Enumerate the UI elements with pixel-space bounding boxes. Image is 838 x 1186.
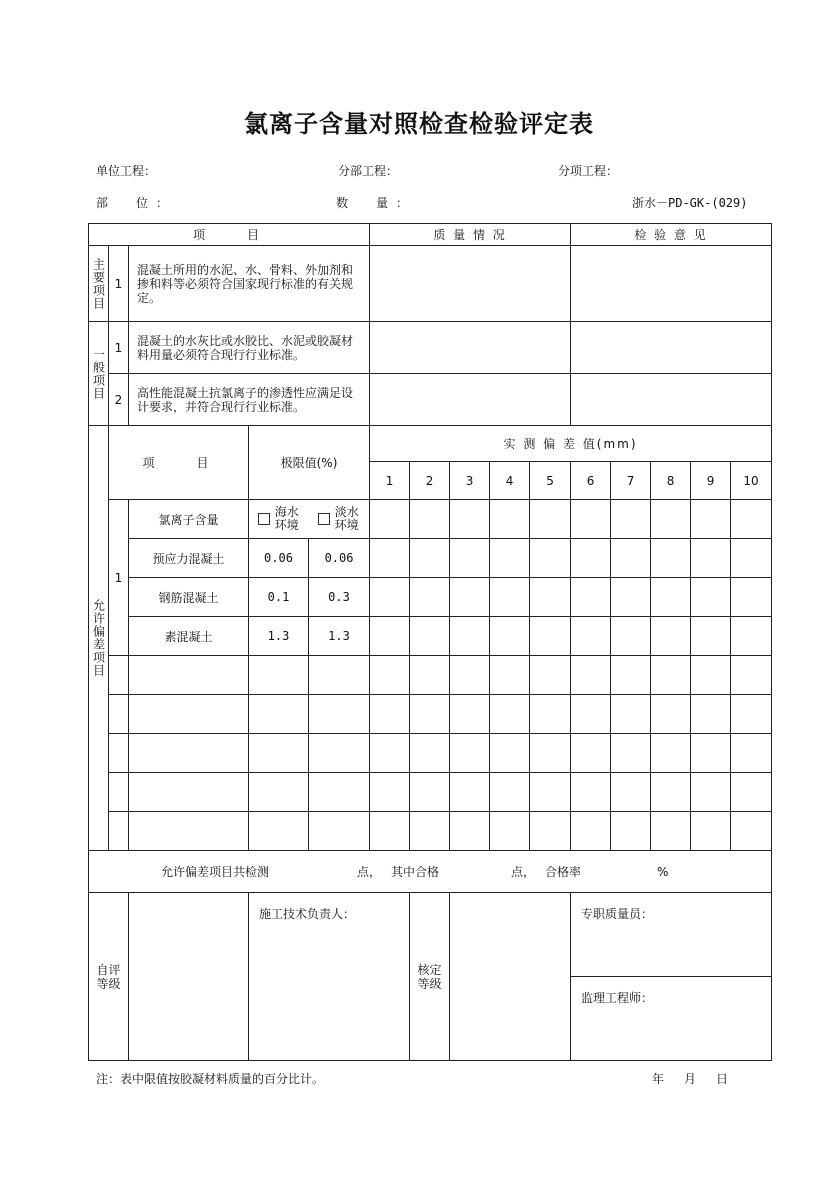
measure-cell[interactable] <box>530 695 571 734</box>
general-item-no: 2 <box>109 374 129 426</box>
general-item-requirement: 混凝土的水灰比或水胶比、水泥或胶凝材料用量必须符合现行行业标准。 <box>129 322 370 374</box>
measure-cell[interactable] <box>651 812 691 851</box>
blank-cell[interactable] <box>309 773 370 812</box>
measure-cell[interactable] <box>731 695 772 734</box>
footnote: 注：表中限值按胶凝材料质量的百分比计。 <box>96 1072 325 1086</box>
quality-column-header: 质 量 情 况 <box>370 224 571 246</box>
measure-cell[interactable] <box>410 734 450 773</box>
measure-cell[interactable] <box>691 812 731 851</box>
general-item-opinion-cell[interactable] <box>571 374 772 426</box>
fresh-limit-value: 1.3 <box>309 617 370 656</box>
measure-cell[interactable] <box>571 734 611 773</box>
measure-no: 3 <box>450 462 490 500</box>
measure-no: 2 <box>410 462 450 500</box>
main-items-label: 主要项目 <box>89 246 109 322</box>
limit-value-header: 极限值(%) <box>249 426 370 500</box>
check-grade-label: 核定等级 <box>410 893 450 1061</box>
measure-cell[interactable] <box>450 500 490 539</box>
measure-cell[interactable] <box>490 500 530 539</box>
blank-row <box>89 734 772 773</box>
measure-cell[interactable] <box>571 578 611 617</box>
measure-cell[interactable] <box>450 578 490 617</box>
measure-cell[interactable] <box>651 656 691 695</box>
measure-cell[interactable] <box>731 500 772 539</box>
opinion-column-header: 检 验 意 见 <box>571 224 772 246</box>
fresh-limit-value: 0.3 <box>309 578 370 617</box>
measure-cell[interactable] <box>611 500 651 539</box>
general-item-opinion-cell[interactable] <box>571 322 772 374</box>
concrete-type: 预应力混凝土 <box>129 539 249 578</box>
measure-cell[interactable] <box>530 617 571 656</box>
blank-cell[interactable] <box>129 734 249 773</box>
concrete-type: 钢筋混凝土 <box>129 578 249 617</box>
blank-cell[interactable] <box>249 695 309 734</box>
measure-cell[interactable] <box>450 773 490 812</box>
measure-cell[interactable] <box>410 500 450 539</box>
blank-cell[interactable] <box>309 812 370 851</box>
measure-cell[interactable] <box>691 773 731 812</box>
measure-cell[interactable] <box>530 773 571 812</box>
measure-cell[interactable] <box>691 539 731 578</box>
blank-cell[interactable] <box>109 656 129 695</box>
measure-cell[interactable] <box>731 578 772 617</box>
blank-cell[interactable] <box>129 656 249 695</box>
summary-pass-label: 其中合格 <box>391 865 440 879</box>
measure-cell[interactable] <box>571 500 611 539</box>
measure-cell[interactable] <box>450 812 490 851</box>
measure-cell[interactable] <box>611 695 651 734</box>
measure-cell[interactable] <box>691 617 731 656</box>
measure-cell[interactable] <box>651 500 691 539</box>
blank-cell[interactable] <box>309 656 370 695</box>
measure-cell[interactable] <box>410 695 450 734</box>
main-item-quality-cell[interactable] <box>370 246 571 322</box>
measure-cell[interactable] <box>490 773 530 812</box>
check-grade-value[interactable] <box>450 893 571 1061</box>
self-grade-label: 自评等级 <box>89 893 129 1061</box>
summary-rate-label: 合格率 <box>545 865 582 879</box>
blank-cell[interactable] <box>309 734 370 773</box>
measure-cell[interactable] <box>691 734 731 773</box>
fresh-env-label: 淡水环境 <box>334 505 359 532</box>
measure-no: 4 <box>490 462 530 500</box>
blank-cell[interactable] <box>309 695 370 734</box>
date-label: 年 月 日 <box>652 1072 733 1086</box>
measure-cell[interactable] <box>530 656 571 695</box>
measure-cell[interactable] <box>731 734 772 773</box>
blank-row <box>89 695 772 734</box>
measure-cell[interactable] <box>490 539 530 578</box>
sea-env-option[interactable] <box>249 500 309 539</box>
measure-cell[interactable] <box>370 617 410 656</box>
measure-cell[interactable] <box>450 617 490 656</box>
measure-cell[interactable] <box>571 617 611 656</box>
measure-cell[interactable] <box>370 656 410 695</box>
sea-limit-value: 1.3 <box>249 617 309 656</box>
self-grade-value[interactable] <box>129 893 249 1061</box>
measure-cell[interactable] <box>731 539 772 578</box>
blank-cell[interactable] <box>249 734 309 773</box>
measure-cell[interactable] <box>370 695 410 734</box>
tolerance-summary <box>89 851 772 893</box>
measure-cell[interactable] <box>490 578 530 617</box>
blank-cell[interactable] <box>249 773 309 812</box>
sea-env-checkbox[interactable] <box>258 513 270 525</box>
tolerance-item-header: 项 目 <box>109 426 249 500</box>
measure-cell[interactable] <box>410 812 450 851</box>
measure-cell[interactable] <box>410 656 450 695</box>
fresh-env-option[interactable] <box>309 500 370 539</box>
blank-cell[interactable] <box>109 695 129 734</box>
evaluation-form-table <box>88 223 772 1061</box>
measure-cell[interactable] <box>450 695 490 734</box>
measure-cell[interactable] <box>651 695 691 734</box>
measure-cell[interactable] <box>450 734 490 773</box>
measure-cell[interactable] <box>490 656 530 695</box>
general-item-requirement: 高性能混凝土抗氯离子的渗透性应满足设计要求，并符合现行行业标准。 <box>129 374 370 426</box>
position-label: 部 位： <box>96 196 177 210</box>
tolerance-row-no: 1 <box>109 500 129 656</box>
item-project-label: 分项工程： <box>558 164 619 178</box>
measure-cell[interactable] <box>731 617 772 656</box>
blank-cell[interactable] <box>109 734 129 773</box>
general-item-quality-cell[interactable] <box>370 322 571 374</box>
measure-cell[interactable] <box>410 578 450 617</box>
measure-cell[interactable] <box>651 773 691 812</box>
measure-cell[interactable] <box>731 773 772 812</box>
measure-cell[interactable] <box>450 539 490 578</box>
main-item-no: 1 <box>109 246 129 322</box>
blank-cell[interactable] <box>129 812 249 851</box>
measure-cell[interactable] <box>691 500 731 539</box>
measure-cell[interactable] <box>530 500 571 539</box>
measure-cell[interactable] <box>611 734 651 773</box>
measure-cell[interactable] <box>490 617 530 656</box>
blank-cell[interactable] <box>109 773 129 812</box>
measure-no: 8 <box>651 462 691 500</box>
summary-points-1: 点， <box>357 865 382 879</box>
measure-cell[interactable] <box>490 812 530 851</box>
measure-cell[interactable] <box>530 539 571 578</box>
general-item-quality-cell[interactable] <box>370 374 571 426</box>
chloride-content-label: 氯离子含量 <box>129 500 249 539</box>
summary-points-2: 点， <box>511 865 536 879</box>
measure-cell[interactable] <box>370 500 410 539</box>
page-title: 氯离子含量对照检查检验评定表 <box>244 110 594 138</box>
measure-cell[interactable] <box>410 617 450 656</box>
sub-project-label: 分部工程： <box>338 164 399 178</box>
measure-cell[interactable] <box>691 578 731 617</box>
measure-no: 10 <box>731 462 772 500</box>
blank-cell[interactable] <box>109 812 129 851</box>
blank-cell[interactable] <box>129 773 249 812</box>
measure-no: 7 <box>611 462 651 500</box>
quantity-label: 数 量： <box>336 196 417 210</box>
measure-no: 1 <box>370 462 410 500</box>
quality-officer-label: 专职质量员： <box>571 893 772 977</box>
measure-cell[interactable] <box>611 773 651 812</box>
measure-cell[interactable] <box>410 539 450 578</box>
measure-cell[interactable] <box>571 812 611 851</box>
blank-cell[interactable] <box>249 656 309 695</box>
measure-cell[interactable] <box>651 617 691 656</box>
blank-row <box>89 656 772 695</box>
summary-total-label: 允许偏差项目共检测 <box>161 865 270 879</box>
fresh-limit-value: 0.06 <box>309 539 370 578</box>
measure-cell[interactable] <box>370 578 410 617</box>
blank-row <box>89 812 772 851</box>
measure-cell[interactable] <box>490 734 530 773</box>
measure-no: 9 <box>691 462 731 500</box>
general-item-no: 1 <box>109 322 129 374</box>
unit-project-label: 单位工程： <box>96 164 157 178</box>
sea-env-label: 海水环境 <box>274 505 299 532</box>
measure-no: 6 <box>571 462 611 500</box>
measure-cell[interactable] <box>611 812 651 851</box>
measured-deviation-header: 实 测 偏 差 值(mm) <box>370 426 772 462</box>
measure-cell[interactable] <box>611 539 651 578</box>
measure-cell[interactable] <box>370 812 410 851</box>
measure-cell[interactable] <box>530 734 571 773</box>
sea-limit-value: 0.06 <box>249 539 309 578</box>
measure-cell[interactable] <box>731 812 772 851</box>
measure-cell[interactable] <box>571 539 611 578</box>
measure-cell[interactable] <box>691 656 731 695</box>
measure-cell[interactable] <box>370 734 410 773</box>
measure-no: 5 <box>530 462 571 500</box>
sea-limit-value: 0.1 <box>249 578 309 617</box>
main-item-requirement: 混凝土所用的水泥、水、骨料、外加剂和掺和料等必须符合国家现行标准的有关规定。 <box>129 246 370 322</box>
blank-cell[interactable] <box>129 695 249 734</box>
tolerance-items-label: 允许偏差项目 <box>89 426 109 851</box>
blank-cell[interactable] <box>249 812 309 851</box>
main-item-opinion-cell[interactable] <box>571 246 772 322</box>
measure-cell[interactable] <box>571 773 611 812</box>
blank-row <box>89 773 772 812</box>
measure-cell[interactable] <box>651 539 691 578</box>
measure-cell[interactable] <box>370 773 410 812</box>
measure-cell[interactable] <box>571 695 611 734</box>
measure-cell[interactable] <box>611 617 651 656</box>
measure-cell[interactable] <box>450 656 490 695</box>
concrete-type: 素混凝土 <box>129 617 249 656</box>
measure-cell[interactable] <box>530 812 571 851</box>
tech-lead-label: 施工技术负责人： <box>249 893 410 1061</box>
measure-cell[interactable] <box>651 734 691 773</box>
measure-cell[interactable] <box>731 656 772 695</box>
measure-cell[interactable] <box>571 656 611 695</box>
measure-cell[interactable] <box>651 578 691 617</box>
measure-cell[interactable] <box>410 773 450 812</box>
measure-cell[interactable] <box>370 539 410 578</box>
measure-cell[interactable] <box>611 656 651 695</box>
supervisor-label: 监理工程师： <box>571 977 772 1061</box>
form-code: 浙水－PD-GK-(029) <box>632 196 748 210</box>
summary-percent: % <box>657 865 669 879</box>
measure-cell[interactable] <box>691 695 731 734</box>
measure-cell[interactable] <box>611 578 651 617</box>
measure-cell[interactable] <box>530 578 571 617</box>
fresh-env-checkbox[interactable] <box>318 513 330 525</box>
measure-cell[interactable] <box>490 695 530 734</box>
general-items-label: 一般项目 <box>89 322 109 426</box>
item-column-header: 项 目 <box>89 224 370 246</box>
